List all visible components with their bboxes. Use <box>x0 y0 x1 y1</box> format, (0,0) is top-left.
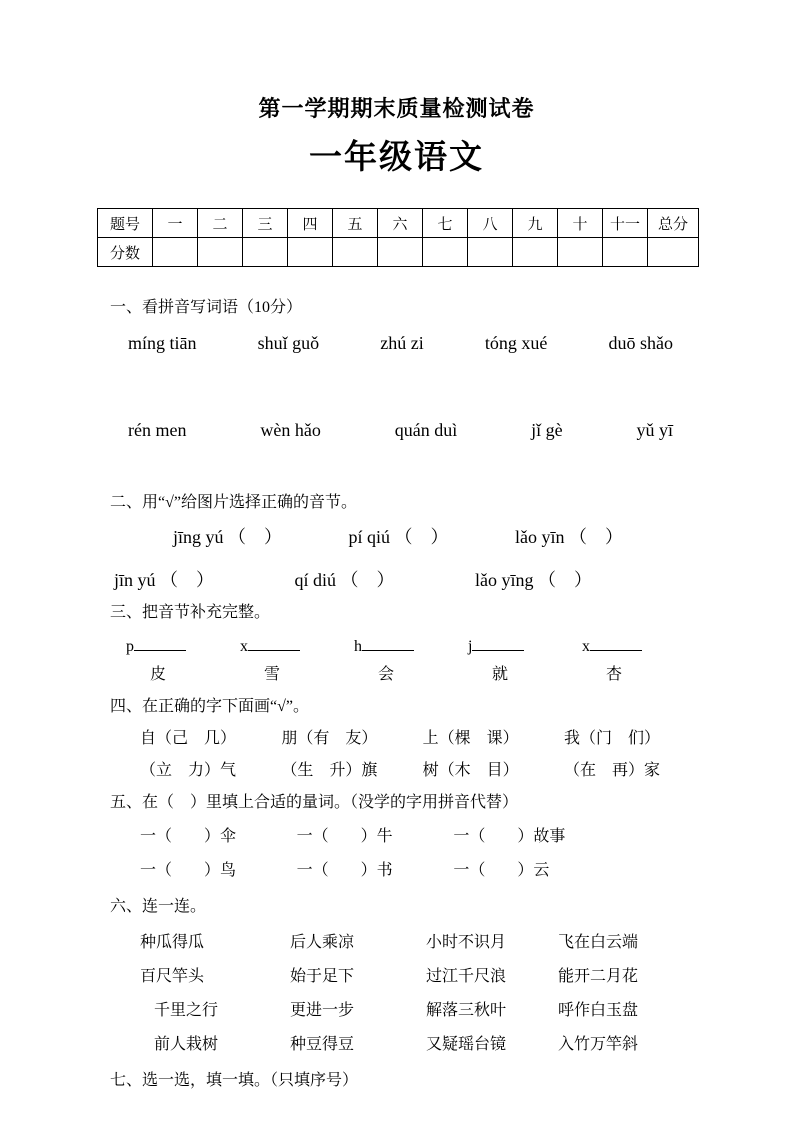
fill-blank <box>362 635 414 651</box>
score-table-score-row <box>98 238 699 267</box>
syllable-unit <box>240 635 354 685</box>
pinyin-word: duō shǎo <box>608 333 673 353</box>
score-cell <box>378 238 423 267</box>
exam-subtitle: 一年级语文 <box>309 140 484 176</box>
matching-item: 种瓜得瓜 <box>140 934 205 951</box>
section-7-heading: 七、选一选，填一填。（只填序号） <box>110 1072 359 1089</box>
character-choice: 树（木 目） <box>422 762 519 779</box>
pinyin-word: zhú zi <box>380 333 424 353</box>
section-5-row-1 <box>140 827 610 847</box>
character-choice: （在 再）家 <box>563 762 660 779</box>
syllable-character: 皮 <box>150 666 167 683</box>
score-table-col: 十 <box>558 209 603 238</box>
matching-item: 百尺竿头 <box>140 968 205 985</box>
matching-item: 飞在白云端 <box>558 934 639 951</box>
syllable-choice: jīn yú （ ） <box>114 569 215 590</box>
syllable-initial-line <box>582 635 696 657</box>
fill-blank <box>590 635 642 651</box>
section-3-row <box>126 635 793 685</box>
fill-blank <box>134 635 186 651</box>
syllable-initial-line <box>126 635 240 657</box>
section-5-heading: 五、在（ ）里填上合适的量词。（没学的字用拼音代替） <box>110 794 519 811</box>
score-cell-total <box>648 238 699 267</box>
matching-item: 能开二月花 <box>558 968 639 985</box>
syllable-choice: pí qiú （ ） <box>348 527 449 547</box>
measure-word-item: 一（ ）牛 <box>296 828 393 845</box>
pinyin-word: wèn hǎo <box>260 419 321 440</box>
score-table-col: 四 <box>288 209 333 238</box>
section-2-row-1 <box>173 526 623 549</box>
score-table-question-label: 题号 <box>98 209 153 238</box>
score-table-col: 二 <box>198 209 243 238</box>
syllable-initial-line <box>240 635 354 657</box>
exam-content <box>110 298 793 1091</box>
section-1-heading: 一、看拼音写词语（10分） <box>110 299 303 316</box>
measure-word-item: 一（ ）书 <box>296 862 393 879</box>
score-cell <box>513 238 558 267</box>
section-6-matching-grid <box>140 933 793 1055</box>
score-table <box>97 208 699 267</box>
section-4-row-2 <box>140 761 660 781</box>
matching-item: 更进一步 <box>290 1002 355 1019</box>
matching-item: 始于足下 <box>290 968 355 985</box>
matching-item: 入竹万竿斜 <box>558 1036 639 1053</box>
score-cell <box>468 238 513 267</box>
pinyin-word: míng tiān <box>128 333 197 353</box>
character-choice: 自（己 几） <box>140 730 237 747</box>
section-6-heading: 六、连一连。 <box>110 898 207 915</box>
pinyin-word: shuǐ guǒ <box>257 333 320 353</box>
syllable-choice: lǎo yīn （ ） <box>515 527 623 547</box>
score-cell <box>288 238 333 267</box>
matching-item: 前人栽树 <box>154 1036 219 1053</box>
character-choice: 我（门 们） <box>563 730 660 747</box>
matching-item: 又疑瑶台镜 <box>426 1036 507 1053</box>
syllable-character: 就 <box>492 666 509 683</box>
score-table-col: 三 <box>243 209 288 238</box>
matching-item: 种豆得豆 <box>290 1036 355 1053</box>
measure-word-item: 一（ ）云 <box>453 862 550 879</box>
syllable-initial: x <box>240 638 248 655</box>
score-table-score-label: 分数 <box>98 238 153 267</box>
section-2-row-2 <box>114 569 592 592</box>
character-choice: 上（棵 课） <box>422 730 519 747</box>
score-table-col: 八 <box>468 209 513 238</box>
matching-item: 呼作白玉盘 <box>558 1002 639 1019</box>
character-choice: （生 升）旗 <box>281 762 378 779</box>
score-table-col: 七 <box>423 209 468 238</box>
score-table-header-row <box>98 209 699 238</box>
score-cell <box>198 238 243 267</box>
matching-item: 千里之行 <box>154 1002 219 1019</box>
exam-title: 第一学期期末质量检测试卷 <box>258 96 535 121</box>
section-4-row-1 <box>140 729 660 749</box>
score-cell <box>558 238 603 267</box>
matching-item: 小时不识月 <box>426 934 507 951</box>
score-table-col: 十一 <box>603 209 648 238</box>
measure-word-item: 一（ ）伞 <box>140 828 237 845</box>
syllable-character: 雪 <box>264 666 281 683</box>
section-5-row-2 <box>140 861 610 881</box>
score-cell <box>243 238 288 267</box>
pinyin-word: rén men <box>128 419 187 440</box>
matching-item: 后人乘凉 <box>290 934 355 951</box>
syllable-unit <box>468 635 582 685</box>
score-cell <box>333 238 378 267</box>
syllable-initial: p <box>126 638 134 655</box>
syllable-initial: x <box>582 638 590 655</box>
pinyin-word: quán duì <box>394 419 458 440</box>
syllable-choice: lǎo yīng （ ） <box>475 569 592 590</box>
syllable-initial: h <box>354 638 362 655</box>
syllable-character: 杏 <box>606 666 623 683</box>
measure-word-item: 一（ ）鸟 <box>140 862 237 879</box>
syllable-choice: qí diú （ ） <box>294 569 395 590</box>
syllable-character: 会 <box>378 666 395 683</box>
character-choice: 朋（有 友） <box>281 730 378 747</box>
section-2-heading: 二、用“√”给图片选择正确的音节。 <box>110 494 357 511</box>
syllable-unit <box>582 635 696 685</box>
section-4-heading: 四、在正确的字下面画“√”。 <box>110 698 309 715</box>
character-choice: （立 力）气 <box>140 762 237 779</box>
matching-item: 过江千尺浪 <box>426 968 507 985</box>
syllable-unit <box>126 635 240 685</box>
matching-item: 解落三秋叶 <box>426 1002 507 1019</box>
score-cell <box>153 238 198 267</box>
score-cell <box>423 238 468 267</box>
pinyin-word: jǐ gè <box>531 419 563 440</box>
fill-blank <box>248 635 300 651</box>
syllable-initial-line <box>468 635 582 657</box>
score-table-col: 六 <box>378 209 423 238</box>
section-1-pinyin-row-2 <box>128 419 673 442</box>
pinyin-word: yǔ yī <box>636 419 673 440</box>
score-table-col: 九 <box>513 209 558 238</box>
score-cell <box>603 238 648 267</box>
syllable-initial-line <box>354 635 468 657</box>
section-3-heading: 三、把音节补充完整。 <box>110 604 271 621</box>
score-table-total-col: 总分 <box>648 209 699 238</box>
syllable-unit <box>354 635 468 685</box>
syllable-choice: jīng yú （ ） <box>173 527 283 547</box>
syllable-initial: j <box>468 638 473 655</box>
fill-blank <box>472 635 524 651</box>
measure-word-item: 一（ ）故事 <box>453 828 566 845</box>
section-1-pinyin-row-1 <box>128 332 673 355</box>
score-table-col: 一 <box>153 209 198 238</box>
score-table-col: 五 <box>333 209 378 238</box>
pinyin-word: tóng xué <box>484 333 548 353</box>
